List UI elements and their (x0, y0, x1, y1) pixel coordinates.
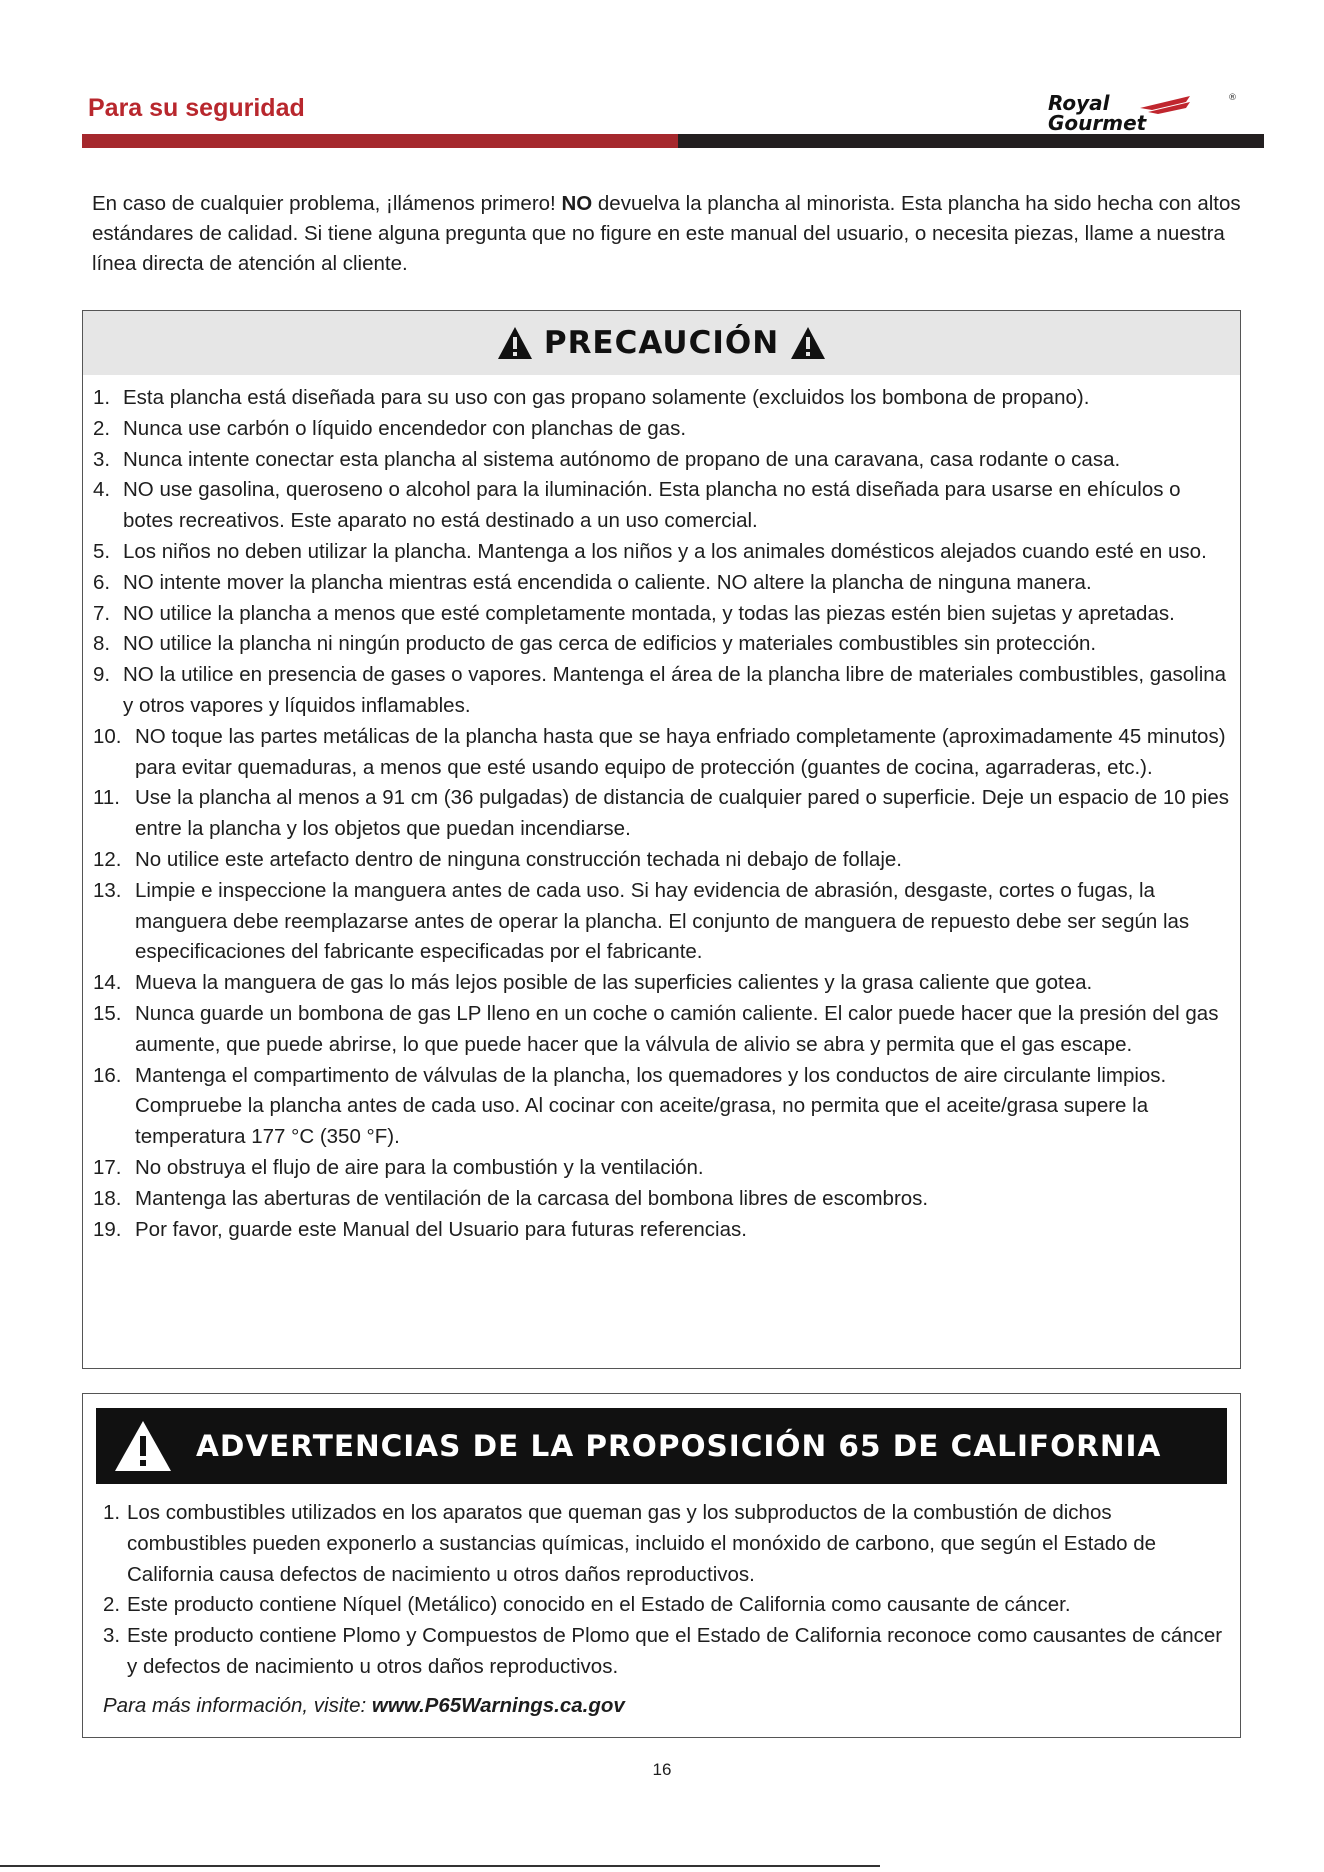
list-item-text: NO la utilice en presencia de gases o vapores. Mantenga el área de la plancha libre de materiales combustibles, gasolina y otros vapores y líquidos inflamables. (123, 663, 1227, 717)
list-item-text: Los combustibles utilizados en los aparatos que queman gas y los subproductos de la combustión de dichos combustibles pueden exponerlo a sustancias químicas, incluido el monóxido de carbono, que según el Estado de California causa defectos de nacimiento u otros daños reproductivos. (127, 1501, 1157, 1586)
list-item-number: 7. (93, 601, 111, 625)
list-item-number: 8. (93, 632, 111, 656)
list-item-text: NO toque las partes metálicas de la plancha hasta que se haya enfriado completamente (aproximadamente 45 minutos) para evitar quemaduras, a menos que esté usando equipo de protección (guantes de cocina, agarraderas, etc.). (135, 724, 1226, 779)
list-item (93, 968, 1233, 999)
list-item-number: 11. (93, 786, 120, 810)
list-item-number: 10. (93, 724, 122, 748)
list-item-number: 18. (93, 1186, 122, 1210)
registered-mark: ® (1228, 93, 1237, 103)
list-item-number: 6. (93, 570, 111, 594)
list-item-text: Nunca guarde un bombona de gas LP lleno en un coche o camión caliente. El calor puede hacer que la presión del gas aumente, que puede abrirse, lo que puede hacer que la válvula de alivio se abra y permita que el gas escape. (135, 1001, 1219, 1056)
list-item-text: Este producto contiene Níquel (Metálico) conocido en el Estado de California como causante de cáncer. (127, 1593, 1071, 1617)
header-divider-bar (82, 134, 1264, 148)
list-item-text: Use la plancha al menos a 91 cm (36 pulgadas) de distancia de cualquier pared o superficie. Deje un espacio de 10 pies entre la plancha y los objetos que puedan incendiarse. (135, 786, 1230, 841)
intro-bold-no: NO (561, 192, 593, 215)
list-item-number: 2. (93, 416, 111, 440)
more-info-label: Para más información, visite: (103, 1694, 372, 1717)
list-item (93, 1153, 1233, 1184)
list-item-number: 9. (93, 663, 111, 687)
list-item-text: NO utilice la plancha ni ningún producto de gas cerca de edificios y materiales combustibles sin protección. (123, 632, 1097, 656)
page-title: Para su seguridad (88, 94, 305, 122)
list-item-text: Mueva la manguera de gas lo más lejos posible de las superficies calientes y la grasa caliente que gotea. (135, 971, 1093, 995)
list-item-text: NO use gasolina, queroseno o alcohol para la iluminación. Esta plancha no está diseñada para usarse en ehículos o botes recreativos. Este aparato no está destinado a un uso comercial. (123, 478, 1181, 533)
list-item-number: 14. (93, 971, 122, 995)
list-item-number: 1. (103, 1501, 121, 1524)
list-item-text: No utilice este artefacto dentro de ninguna construcción techada ni debajo de follaje. (135, 847, 902, 871)
list-item (103, 1590, 1223, 1621)
list-item-text: NO utilice la plancha a menos que esté completamente montada, y todas las piezas estén bien sujetas y apretadas. (123, 601, 1175, 625)
prop65-section (82, 1393, 1241, 1738)
list-item-text: Mantenga el compartimento de válvulas de la plancha, los quemadores y los conductos de aire circulante limpios. Compruebe la plancha antes de cada uso. Al cocinar con aceite/grasa, no permita que el aceite/grasa supere la temperatura 177 °C (350 °F). (135, 1063, 1167, 1149)
list-item-number: 1. (93, 386, 111, 409)
list-item (93, 1215, 1233, 1246)
warning-triangle-icon (496, 325, 534, 361)
bottom-rule (0, 1865, 880, 1867)
list-item-number: 5. (93, 539, 111, 563)
caution-title: PRECAUCIÓN (543, 325, 780, 361)
list-item-text: Los niños no deben utilizar la plancha. Mantenga a los niños y a los animales domésticos alejados cuando esté en uso. (123, 539, 1207, 563)
list-item (93, 537, 1233, 568)
logo-line1: Royal (1048, 91, 1110, 115)
list-item-number: 15. (93, 1001, 122, 1025)
more-info-line (103, 1694, 625, 1718)
list-item-number: 16. (93, 1063, 122, 1087)
list-item (93, 783, 1233, 845)
list-item (103, 1621, 1223, 1683)
prop65-list (103, 1498, 1223, 1683)
list-item-text: Nunca use carbón o líquido encendedor con planchas de gas. (123, 416, 687, 440)
list-item-number: 12. (93, 847, 122, 871)
warning-triangle-icon (112, 1418, 174, 1474)
prop65-header (96, 1408, 1227, 1484)
list-item-number: 4. (93, 478, 111, 502)
list-item-text: Nunca intente conectar esta plancha al sistema autónomo de propano de una caravana, casa rodante o casa. (123, 447, 1121, 471)
header-bar-red (82, 134, 678, 148)
list-item (103, 1498, 1223, 1590)
intro-text-1: En caso de cualquier problema, ¡llámenos primero! (92, 192, 562, 215)
list-item-number: 3. (93, 447, 111, 471)
list-item-text: Este producto contiene Plomo y Compuestos de Plomo que el Estado de California reconoce como causantes de cáncer y defectos de nacimiento u otros daños reproductivos. (127, 1624, 1223, 1678)
list-item (93, 999, 1233, 1061)
list-item (93, 475, 1233, 537)
list-item-number: 13. (93, 878, 122, 902)
list-item-number: 2. (103, 1593, 121, 1617)
page-number: 16 (652, 1760, 672, 1779)
list-item (93, 568, 1233, 599)
more-info-url: www.P65Warnings.ca.gov (371, 1694, 625, 1717)
list-item (93, 599, 1233, 630)
intro-paragraph (92, 189, 1257, 279)
list-item-text: Mantenga las aberturas de ventilación de la carcasa del bombona libres de escombros. (135, 1186, 929, 1210)
list-item-text: NO intente mover la plancha mientras está encendida o caliente. NO altere la plancha de ninguna manera. (123, 570, 1092, 594)
list-item (93, 1061, 1233, 1153)
list-item (93, 414, 1233, 445)
warning-triangle-icon (789, 325, 827, 361)
list-item (93, 383, 1233, 414)
list-item-number: 3. (103, 1624, 121, 1648)
royal-gourmet-logo (1040, 90, 1240, 134)
list-item (93, 845, 1233, 876)
prop65-title: ADVERTENCIAS DE LA PROPOSICIÓN 65 DE CALIFORNIA (196, 1429, 1162, 1463)
caution-header (83, 311, 1240, 375)
intro-text-2: devuelva la plancha al minorista. Esta plancha ha sido hecha con altos estándares de calidad. Si tiene alguna pregunta que no figure en este manual del usuario, o necesita piezas, llame a nuestra línea directa de atención al cliente. (92, 192, 1241, 275)
list-item (93, 1184, 1233, 1215)
caution-section (82, 310, 1241, 1369)
list-item (93, 722, 1233, 784)
list-item (93, 629, 1233, 660)
list-item-text: Por favor, guarde este Manual del Usuario para futuras referencias. (135, 1217, 747, 1241)
list-item-text: Limpie e inspeccione la manguera antes de cada uso. Si hay evidencia de abrasión, desgaste, cortes o fugas, la manguera debe reemplazarse antes de operar la plancha. El conjunto de manguera de repuesto debe ser según las especificaciones del fabricante especificadas por el fabricante. (135, 878, 1190, 964)
list-item-text: Esta plancha está diseñada para su uso con gas propano solamente (excluidos los bombona de propano). (123, 386, 1090, 409)
header-bar-dark (678, 134, 1264, 148)
list-item-number: 17. (93, 1155, 122, 1179)
list-item-number: 19. (93, 1217, 122, 1241)
list-item (93, 445, 1233, 476)
caution-list (93, 383, 1233, 1245)
list-item (93, 876, 1233, 968)
list-item-text: No obstruya el flujo de aire para la combustión y la ventilación. (135, 1155, 704, 1179)
list-item (93, 660, 1233, 722)
logo-line2: Gourmet (1048, 111, 1147, 134)
